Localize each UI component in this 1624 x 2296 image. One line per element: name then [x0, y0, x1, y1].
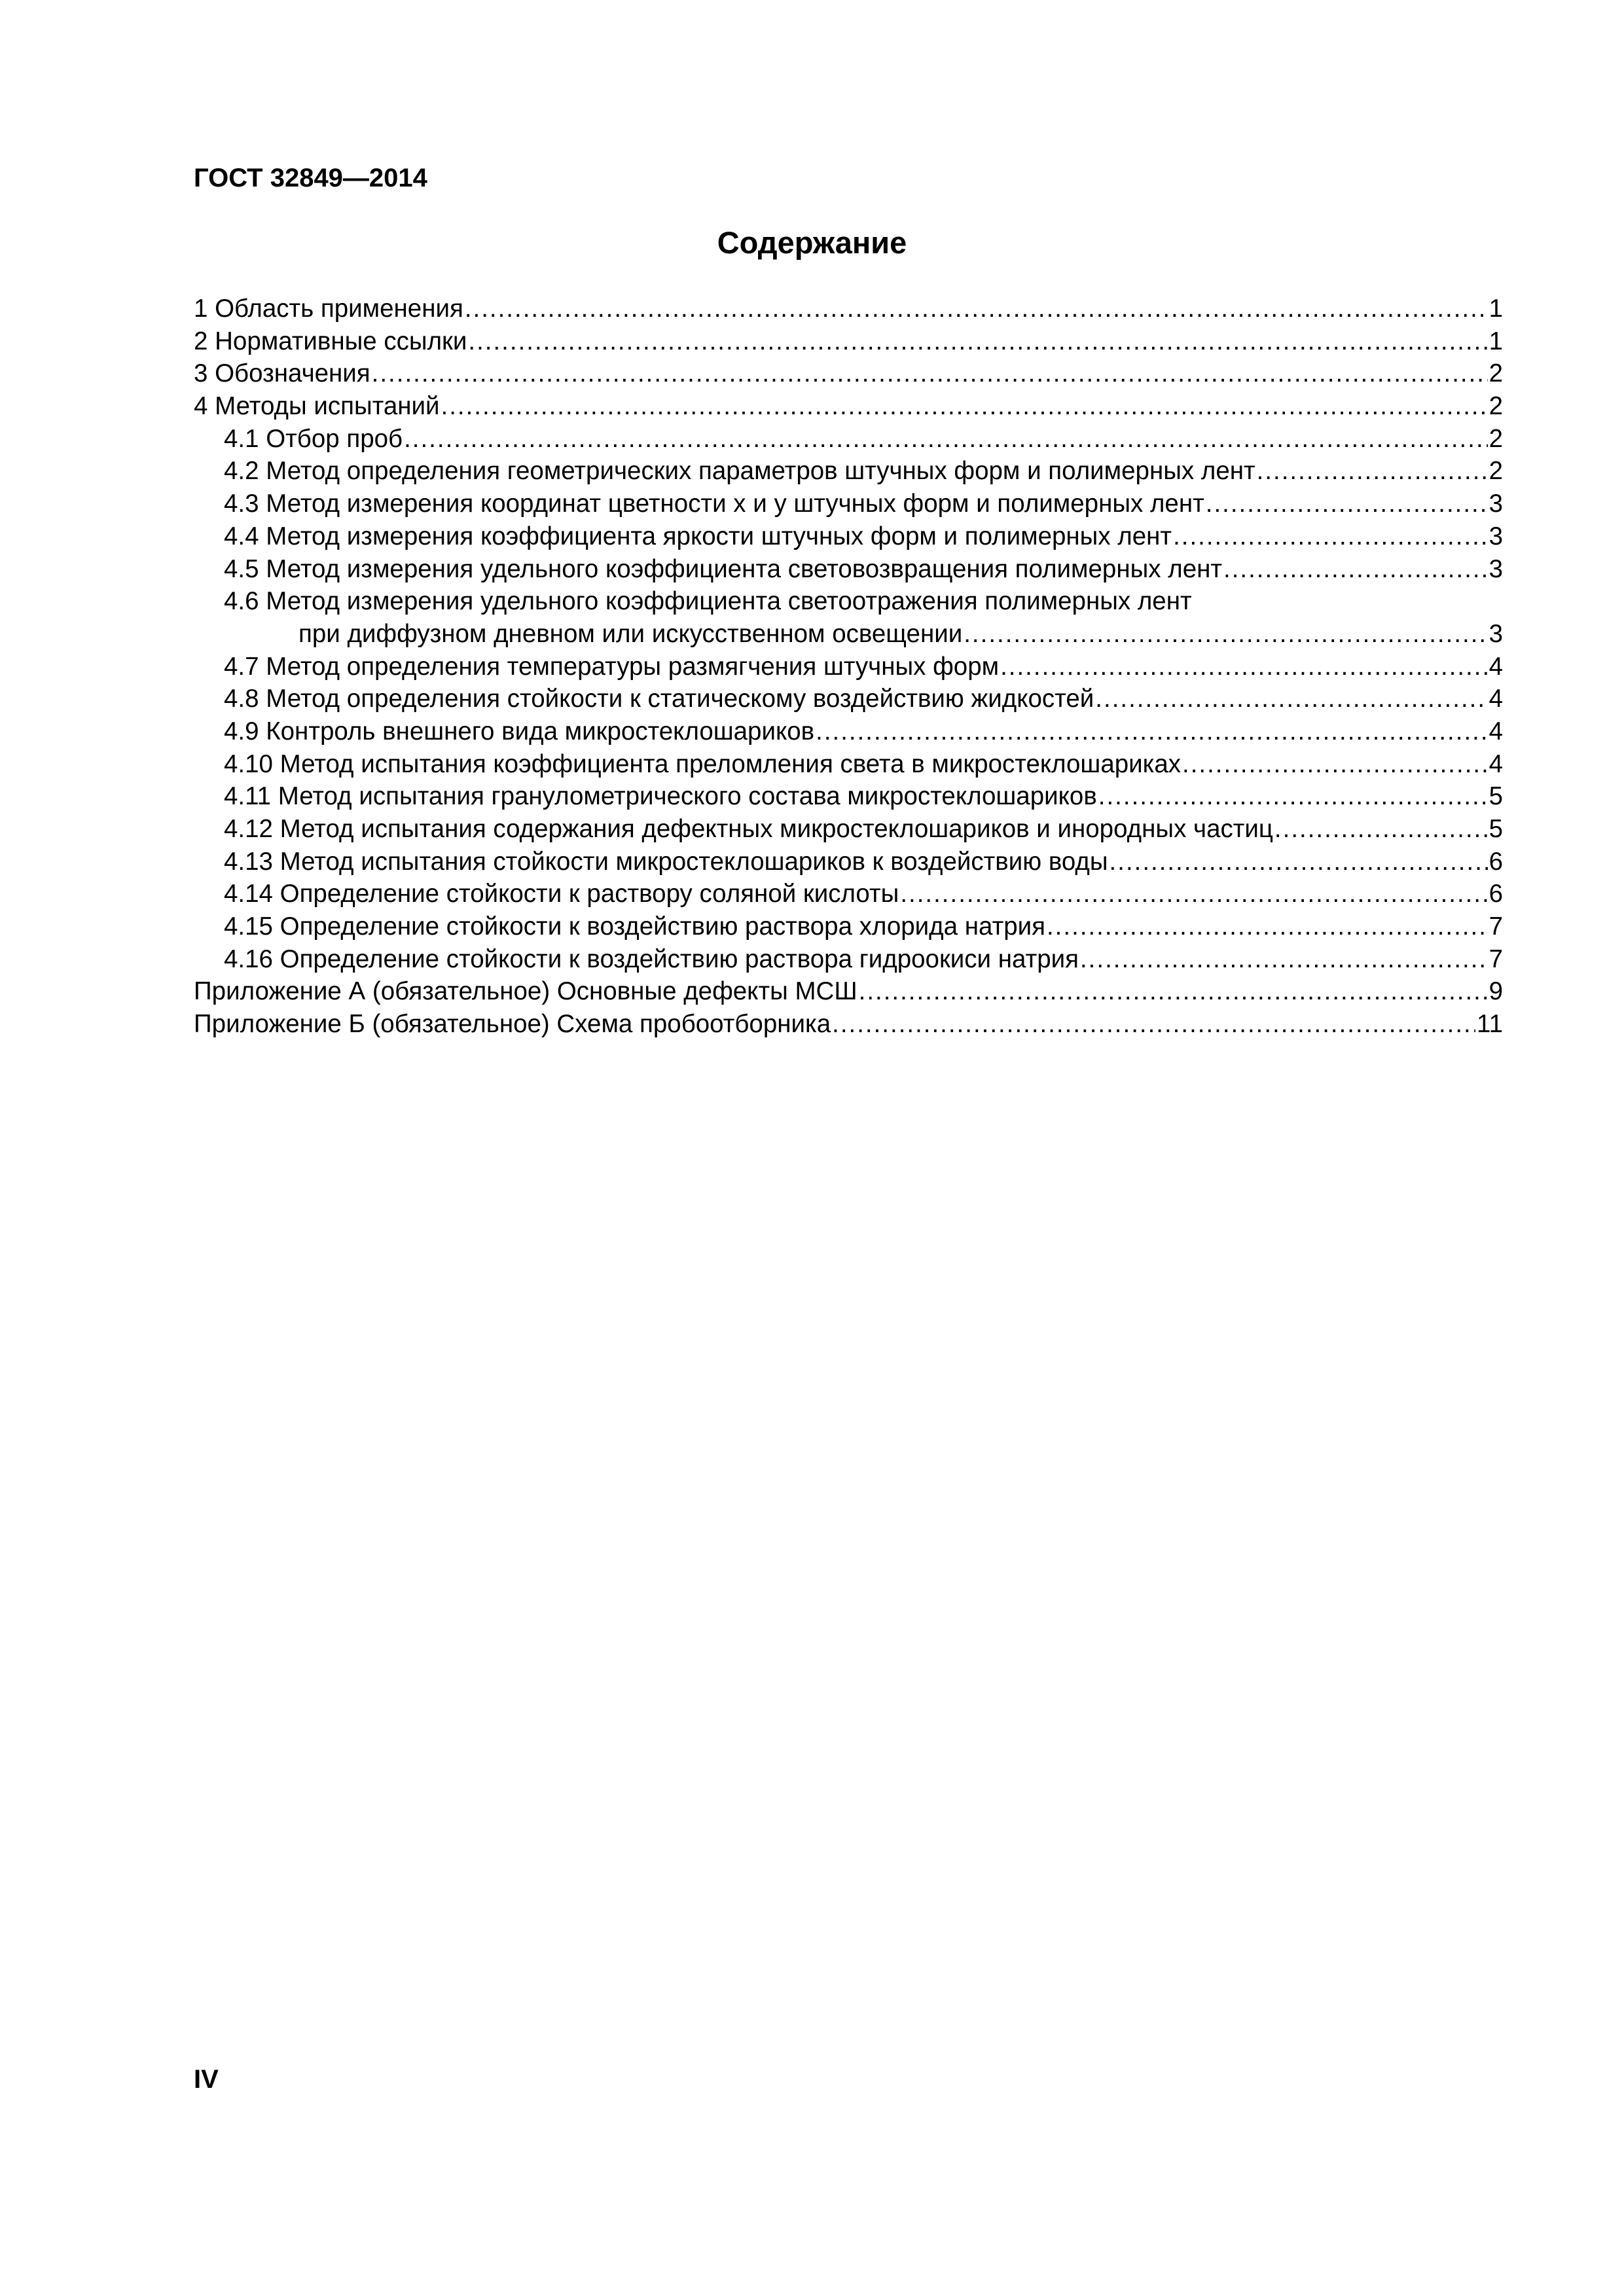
toc-dot-leader: [1098, 780, 1488, 813]
toc-title: Содержание: [717, 225, 907, 260]
toc-entry-title: 4.1 Отбор проб: [224, 424, 403, 453]
toc-entry[interactable]: [194, 651, 1503, 683]
toc-dot-leader: [1206, 488, 1488, 520]
toc-dot-leader: [900, 878, 1487, 910]
toc-entry[interactable]: [194, 423, 1503, 456]
toc-dot-leader: [1274, 813, 1488, 846]
toc-dot-leader: [816, 715, 1487, 748]
toc-dot-leader: [1223, 553, 1488, 586]
toc-entry[interactable]: [194, 878, 1503, 910]
toc-entry[interactable]: [194, 390, 1503, 423]
toc-entry[interactable]: [194, 1008, 1503, 1041]
toc-entry-page: 2: [1489, 424, 1503, 453]
toc-entry[interactable]: [194, 325, 1503, 358]
toc-entry[interactable]: [194, 520, 1503, 553]
document-code: ГОСТ 32849—2014: [194, 164, 427, 192]
toc-entry-page: 4: [1489, 749, 1503, 778]
toc-entry-title: 4.3 Метод измерения координат цветности х и у штучных форм и полимерных лент: [224, 490, 1204, 518]
toc-entry-title: 4.12 Метод испытания содержания дефектных микростеклошариков и инородных частиц: [224, 815, 1273, 843]
toc-entry-page: 6: [1489, 847, 1503, 876]
toc-entry-title: 4.16 Определение стойкости к воздействию раствора гидроокиси натрия: [224, 944, 1079, 973]
toc-entry-page: 5: [1489, 815, 1503, 843]
toc-dot-leader: [465, 293, 1488, 325]
toc-entry[interactable]: [194, 943, 1503, 976]
toc-entry[interactable]: [194, 357, 1503, 390]
toc-entry-page: 11: [1477, 1010, 1503, 1039]
toc-entry-page: 9: [1489, 977, 1503, 1006]
toc-entry-page: 4: [1489, 717, 1503, 745]
toc-entry-title: 4.6 Метод измерения удельного коэффициента светоотражения полимерных лент: [224, 587, 1192, 616]
toc-dot-leader: [859, 975, 1488, 1008]
toc-entry-title: 4.11 Метод испытания гранулометрического состава микростеклошариков: [224, 782, 1097, 811]
toc-entry-title: при диффузном дневном или искусственном освещении: [298, 619, 963, 648]
toc-dot-leader: [1047, 910, 1488, 943]
toc-entry-title: 4.9 Контроль внешнего вида микростеклошариков: [224, 717, 815, 745]
toc-entry-page: 3: [1489, 619, 1503, 648]
toc-entry-title: 4.5 Метод измерения удельного коэффициента световозвращения полимерных лент: [224, 554, 1222, 583]
toc-entry-title: Приложение А (обязательное) Основные дефекты МСШ: [194, 977, 857, 1006]
toc-entry-page: 2: [1489, 457, 1503, 486]
toc-entry-page: 7: [1489, 912, 1503, 941]
toc-dot-leader: [441, 390, 1488, 423]
toc-entry-title: 4.14 Определение стойкости к раствору соляной кислоты: [224, 880, 899, 908]
toc-dot-leader: [1095, 683, 1487, 715]
toc-dot-leader: [964, 618, 1487, 651]
table-of-contents: [194, 293, 1503, 1041]
toc-dot-leader: [1080, 943, 1488, 976]
toc-entry[interactable]: [194, 553, 1503, 586]
toc-entry[interactable]: [194, 846, 1503, 878]
toc-entry-title: 4.10 Метод испытания коэффициента преломления света в микростеклошариках: [224, 749, 1182, 778]
toc-entry-title: 4.15 Определение стойкости к воздействию раствора хлорида натрия: [224, 912, 1045, 941]
toc-entry[interactable]: [194, 715, 1503, 748]
toc-entry-page: 5: [1489, 782, 1503, 811]
toc-entry-title: 4.13 Метод испытания стойкости микростеклошариков к воздействию воды: [224, 847, 1108, 876]
toc-entry-title: 4.4 Метод измерения коэффициента яркости штучных форм и полимерных лент: [224, 522, 1172, 550]
toc-entry-page: 3: [1489, 522, 1503, 550]
page-number: IV: [194, 2065, 219, 2094]
toc-dot-leader: [1173, 520, 1488, 553]
toc-entry[interactable]: [194, 975, 1503, 1008]
toc-entry-title: 4.7 Метод определения температуры размягчения штучных форм: [224, 652, 1000, 681]
toc-entry-page: 7: [1489, 944, 1503, 973]
toc-entry[interactable]: [194, 618, 1503, 651]
toc-entry[interactable]: [194, 780, 1503, 813]
toc-dot-leader: [1257, 455, 1488, 488]
toc-dot-leader: [1000, 651, 1487, 683]
toc-entry-title: Приложение Б (обязательное) Схема пробоотборника: [194, 1010, 831, 1039]
toc-dot-leader: [404, 423, 1487, 456]
toc-entry-title: 3 Обозначения: [194, 359, 370, 388]
toc-entry-page: 3: [1489, 490, 1503, 518]
toc-dot-leader: [1182, 748, 1488, 781]
toc-entry-title: 2 Нормативные ссылки: [194, 327, 467, 355]
toc-entry-page: 4: [1489, 652, 1503, 681]
toc-entry-page: 1: [1489, 327, 1503, 355]
toc-entry[interactable]: [194, 488, 1503, 520]
toc-entry-page: 1: [1489, 295, 1503, 323]
toc-entry[interactable]: [194, 748, 1503, 781]
toc-entry[interactable]: [194, 585, 1503, 618]
toc-entry[interactable]: [194, 910, 1503, 943]
toc-dot-leader: [372, 357, 1488, 390]
toc-dot-leader: [1110, 846, 1488, 878]
toc-entry[interactable]: [194, 455, 1503, 488]
toc-entry-title: 4 Методы испытаний: [194, 392, 440, 421]
toc-entry[interactable]: [194, 683, 1503, 715]
toc-entry[interactable]: [194, 813, 1503, 846]
toc-entry-title: 4.2 Метод определения геометрических параметров штучных форм и полимерных лент: [224, 457, 1255, 486]
toc-entry-page: 4: [1489, 685, 1503, 713]
toc-entry-title: 1 Область применения: [194, 295, 463, 323]
toc-entry-page: 2: [1489, 359, 1503, 388]
toc-dot-leader: [832, 1008, 1475, 1041]
toc-entry-title: 4.8 Метод определения стойкости к статическому воздействию жидкостей: [224, 685, 1094, 713]
toc-entry-page: 3: [1489, 554, 1503, 583]
toc-entry[interactable]: [194, 293, 1503, 325]
toc-dot-leader: [468, 325, 1487, 358]
toc-entry-page: 2: [1489, 392, 1503, 421]
toc-entry-page: 6: [1489, 880, 1503, 908]
